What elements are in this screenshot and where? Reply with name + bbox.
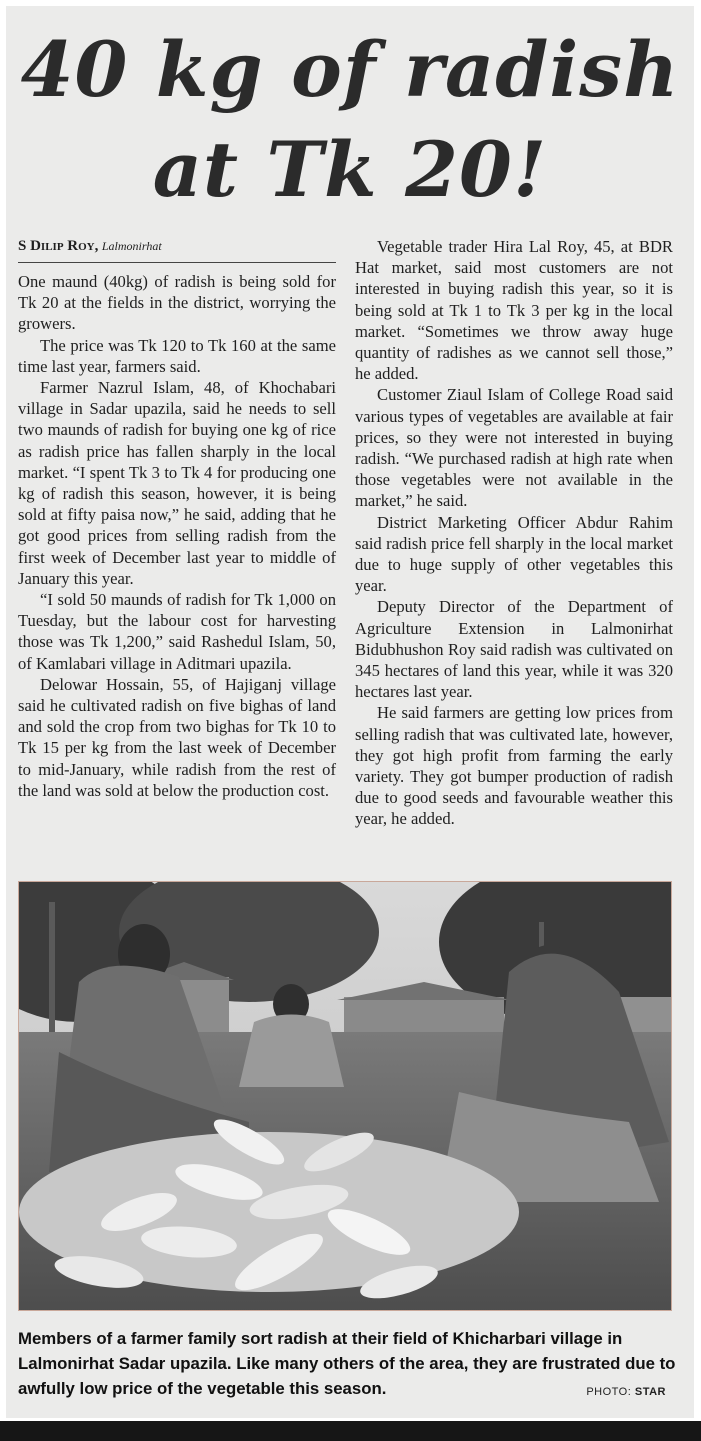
left-column	[18, 236, 336, 801]
photo-illustration	[19, 882, 672, 1311]
headline-line-2: at Tk 20!	[152, 125, 548, 214]
photo-credit-label: PHOTO:	[586, 1386, 632, 1398]
headline-line-1: 40 kg of radish	[20, 25, 680, 114]
photo-credit-source: STAR	[634, 1386, 666, 1398]
paragraph: One maund (40kg) of radish is being sold for Tk 20 at the fields in the district, worrying the growers.	[18, 272, 336, 334]
right-column	[355, 236, 673, 830]
byline	[18, 236, 336, 263]
newspaper-clipping	[6, 6, 694, 1418]
news-photo	[18, 881, 672, 1311]
paragraph: District Marketing Officer Abdur Rahim said radish price fell sharply in the local market due to huge supply of other vegetables this year.	[355, 512, 673, 596]
bottom-bar	[0, 1421, 701, 1441]
paragraph: Vegetable trader Hira Lal Roy, 45, at BDR Hat market, said most customers are not interested in buying radish this year, so it is being sold at Tk 1 to Tk 3 per kg in the local market. “Sometimes we throw away huge quantity of radishes as we cannot sell those,” he added.	[355, 237, 673, 384]
paragraph: Delowar Hossain, 55, of Hajiganj village said he cultivated radish on five bighas of land and sold the crop from two bighas for Tk 10 to Tk 15 per kg from the last week of December to mid-January, while radish from the rest of the land was sold at below the production cost.	[18, 674, 336, 800]
byline-author: S Dilip Roy,	[18, 238, 99, 254]
photo-credit	[586, 1386, 666, 1398]
paragraph: The price was Tk 120 to Tk 160 at the same time last year, farmers said.	[18, 335, 336, 376]
photo-caption: Members of a farmer family sort radish at their field of Khicharbari village in Lalmonirhat Sadar upazila. Like many others of the area, they are frustrated due to awfully low price of the vegetable this season.	[18, 1329, 676, 1398]
paragraph: Deputy Director of the Department of Agriculture Extension in Lalmonirhat Bidubhushon Roy said radish was cultivated on 345 hectares of land this year, while it was 320 hectares last year.	[355, 597, 673, 702]
byline-location: Lalmonirhat	[101, 239, 162, 253]
headline	[6, 20, 694, 220]
paragraph: He said farmers are getting low prices from selling radish that was cultivated late, however, they got high profit from farming the early variety. They got bumper production of radish due to good seeds and favourable weather this year, he added.	[355, 703, 673, 829]
paragraph: Farmer Nazrul Islam, 48, of Khochabari village in Sadar upazila, said he needs to sell two maunds of radish for buying one kg of rice as radish price has fallen sharply in the local market. “I spent Tk 3 to Tk 4 for producing one kg of radish this season, however, it is being sold at fifty paisa now,” he said, adding that he got good prices from selling radish from the first week of December last year to middle of January this year.	[18, 378, 336, 588]
paragraph: Customer Ziaul Islam of College Road said various types of vegetables are available at fair prices, so they were not interested in buying radish. “We purchased radish at high rate when those vegetables were not available in the market,” he said.	[355, 385, 673, 511]
paragraph: “I sold 50 maunds of radish for Tk 1,000 on Tuesday, but the labour cost for harvesting those was Tk 1,200,” said Rashedul Islam, 50, of Kamlabari village in Aditmari upazila.	[18, 590, 336, 673]
